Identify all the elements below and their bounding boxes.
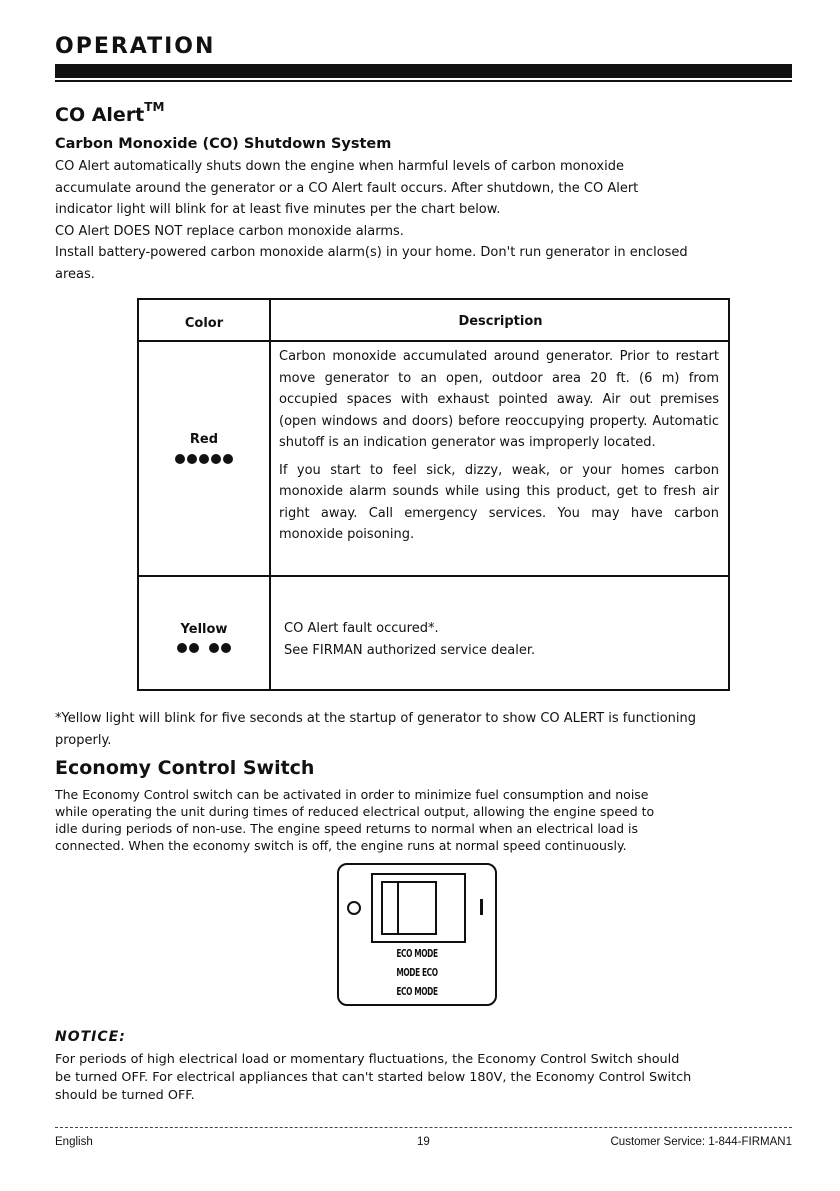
eco-label: ECO MODE bbox=[396, 947, 438, 960]
yellow-blink-dots bbox=[139, 642, 269, 657]
on-symbol-icon bbox=[480, 899, 483, 915]
row-color-yellow: Yellow bbox=[180, 622, 228, 637]
table-divider-row bbox=[139, 575, 728, 577]
co-alert-title: CO Alert bbox=[55, 104, 145, 126]
row-description-yellow bbox=[284, 618, 724, 661]
notice-line: should be turned OFF. bbox=[55, 1088, 195, 1103]
economy-line: The Economy Control switch can be activated in order to minimize fuel consumption and noise bbox=[55, 787, 649, 802]
co-alert-heading bbox=[55, 100, 165, 126]
dot bbox=[187, 454, 197, 464]
dot bbox=[221, 643, 231, 653]
footer-divider bbox=[55, 1127, 792, 1128]
economy-switch-illustration bbox=[337, 863, 497, 1006]
notice-line: be turned OFF. For electrical appliances that can't started below 180V, the Economy Control Switch bbox=[55, 1070, 692, 1085]
co-alert-line: CO Alert DOES NOT replace carbon monoxide alarms. bbox=[55, 223, 404, 239]
dot bbox=[175, 454, 185, 464]
economy-line: connected. When the economy switch is off, the engine runs at normal speed continuously. bbox=[55, 838, 627, 853]
co-alert-line: accumulate around the generator or a CO Alert fault occurs. After shutdown, the CO Alert bbox=[55, 180, 639, 196]
dot bbox=[209, 643, 219, 653]
dot bbox=[211, 454, 221, 464]
footnote-line: properly. bbox=[55, 732, 112, 748]
co-alert-line: areas. bbox=[55, 266, 95, 282]
table-divider-vertical bbox=[269, 300, 271, 689]
co-alert-line: Install battery-powered carbon monoxide alarm(s) in your home. Don't run generator in enclosed bbox=[55, 245, 688, 260]
footer-page-number: 19 bbox=[417, 1136, 430, 1148]
dot bbox=[189, 643, 199, 653]
co-alert-body bbox=[55, 156, 800, 285]
footer-language: English bbox=[55, 1136, 93, 1148]
economy-line: idle during periods of non-use. The engine speed returns to normal when an electrical load is bbox=[55, 821, 638, 836]
header-bar-thin bbox=[55, 80, 792, 82]
rocker-paddle bbox=[381, 881, 437, 935]
trademark: TM bbox=[144, 100, 165, 114]
co-alert-table bbox=[137, 298, 730, 691]
yellow-desc-1: CO Alert fault occured*. bbox=[284, 621, 439, 636]
footnote-line: *Yellow light will blink for five seconds at the startup of generator to show CO ALERT is functioning bbox=[55, 711, 697, 726]
economy-body bbox=[55, 786, 815, 854]
dot bbox=[199, 454, 209, 464]
row-color-red: Red bbox=[189, 432, 219, 447]
yellow-desc-2: See FIRMAN authorized service dealer. bbox=[284, 642, 536, 658]
off-symbol-icon bbox=[347, 901, 361, 915]
table-header-color: Color bbox=[184, 316, 224, 331]
red-desc-2: If you start to feel sick, dizzy, weak, or your homes carbon monoxide alarm sounds while using this product, get to fresh air right away. Call emergency services. You may have carbon monoxide poisoning. bbox=[279, 462, 719, 542]
footer-customer-service: Customer Service: 1-844-FIRMAN1 bbox=[610, 1136, 792, 1148]
page-title: OPERATION bbox=[55, 34, 216, 59]
eco-label: MODE ECO bbox=[396, 966, 438, 979]
notice-title: NOTICE: bbox=[55, 1029, 126, 1045]
economy-heading: Economy Control Switch bbox=[55, 757, 315, 779]
eco-label: ECO MODE bbox=[396, 985, 438, 998]
row-description-red bbox=[279, 346, 719, 552]
dot bbox=[223, 454, 233, 464]
co-alert-line: indicator light will blink for at least five minutes per the chart below. bbox=[55, 202, 501, 217]
red-blink-dots bbox=[139, 453, 269, 468]
notice-line: For periods of high electrical load or momentary fluctuations, the Economy Control Switch should bbox=[55, 1052, 680, 1067]
co-alert-subtitle: Carbon Monoxide (CO) Shutdown System bbox=[55, 136, 392, 152]
header-bar bbox=[55, 64, 792, 78]
rocker-switch bbox=[371, 873, 466, 943]
footnote bbox=[55, 708, 815, 751]
dot bbox=[177, 643, 187, 653]
co-alert-line: CO Alert automatically shuts down the engine when harmful levels of carbon monoxide bbox=[55, 159, 624, 174]
notice-body bbox=[55, 1051, 825, 1105]
economy-line: while operating the unit during times of reduced electrical output, allowing the engine speed to bbox=[55, 804, 655, 819]
table-header-description: Description bbox=[458, 314, 543, 329]
table-divider-header bbox=[139, 340, 728, 342]
red-desc-1: Carbon monoxide accumulated around generator. Prior to restart move generator to an open, outdoor area 20 ft. (6 m) from occupied spaces with exhaust pointed away. Air out premises (open windows and doors) before reoccupying property. Automatic shutoff is an indication generator was improperly located. bbox=[279, 349, 719, 450]
